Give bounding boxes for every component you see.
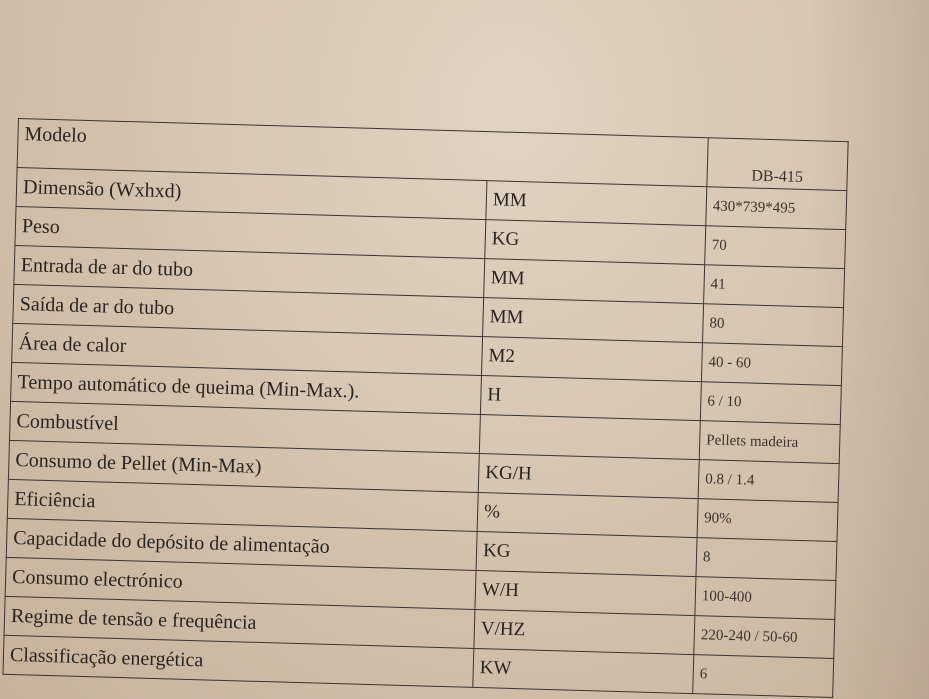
- row-label: Saída de ar do tubo: [13, 284, 484, 336]
- row-label: Consumo de Pellet (Min-Max): [8, 440, 479, 492]
- row-label: Peso: [15, 206, 486, 258]
- row-label: Combustível: [9, 401, 480, 453]
- row-value: 40 - 60: [701, 343, 842, 386]
- row-label: Entrada de ar do tubo: [14, 245, 485, 297]
- row-value: 6: [693, 655, 834, 698]
- row-label: Consumo electrónico: [5, 557, 476, 609]
- row-label: Eficiência: [7, 479, 478, 531]
- row-label: Capacidade do depósito de alimentação: [6, 518, 477, 570]
- row-value: 41: [704, 265, 845, 308]
- row-label: Dimensão (Wxhxd): [16, 167, 487, 219]
- row-unit: KG: [485, 220, 706, 265]
- row-value: 220-240 / 50-60: [694, 616, 835, 659]
- row-value: 90%: [697, 499, 838, 542]
- row-unit: %: [477, 492, 698, 537]
- row-unit: KG/H: [478, 454, 699, 499]
- row-value: 70: [705, 226, 846, 269]
- row-value: 0.8 / 1.4: [698, 460, 839, 503]
- row-label: Tempo automático de queima (Min-Max.).: [11, 362, 482, 414]
- row-unit: KG: [476, 531, 697, 576]
- row-unit: V/HZ: [474, 609, 695, 654]
- spec-table: [2, 118, 848, 698]
- row-unit: M2: [481, 337, 702, 382]
- row-value: 80: [702, 304, 843, 347]
- spec-table-container: [1, 118, 855, 699]
- row-unit: W/H: [475, 570, 696, 615]
- row-value: 100-400: [695, 577, 836, 620]
- row-unit: KW: [473, 648, 694, 693]
- row-label: Classificação energética: [3, 635, 474, 687]
- model-value: DB-415: [707, 138, 848, 191]
- row-value: 430*739*495: [706, 187, 847, 230]
- row-unit: MM: [484, 259, 705, 304]
- row-value: 8: [696, 538, 837, 581]
- row-unit: MM: [486, 181, 707, 226]
- row-unit: [479, 415, 700, 460]
- row-value: 6 / 10: [700, 382, 841, 425]
- row-unit: H: [480, 376, 701, 421]
- row-label: Área de calor: [12, 323, 483, 375]
- row-label: Regime de tensão e frequência: [4, 596, 475, 648]
- row-value: Pellets madeira: [699, 421, 840, 464]
- model-label: Modelo: [17, 119, 708, 187]
- row-unit: MM: [483, 298, 704, 343]
